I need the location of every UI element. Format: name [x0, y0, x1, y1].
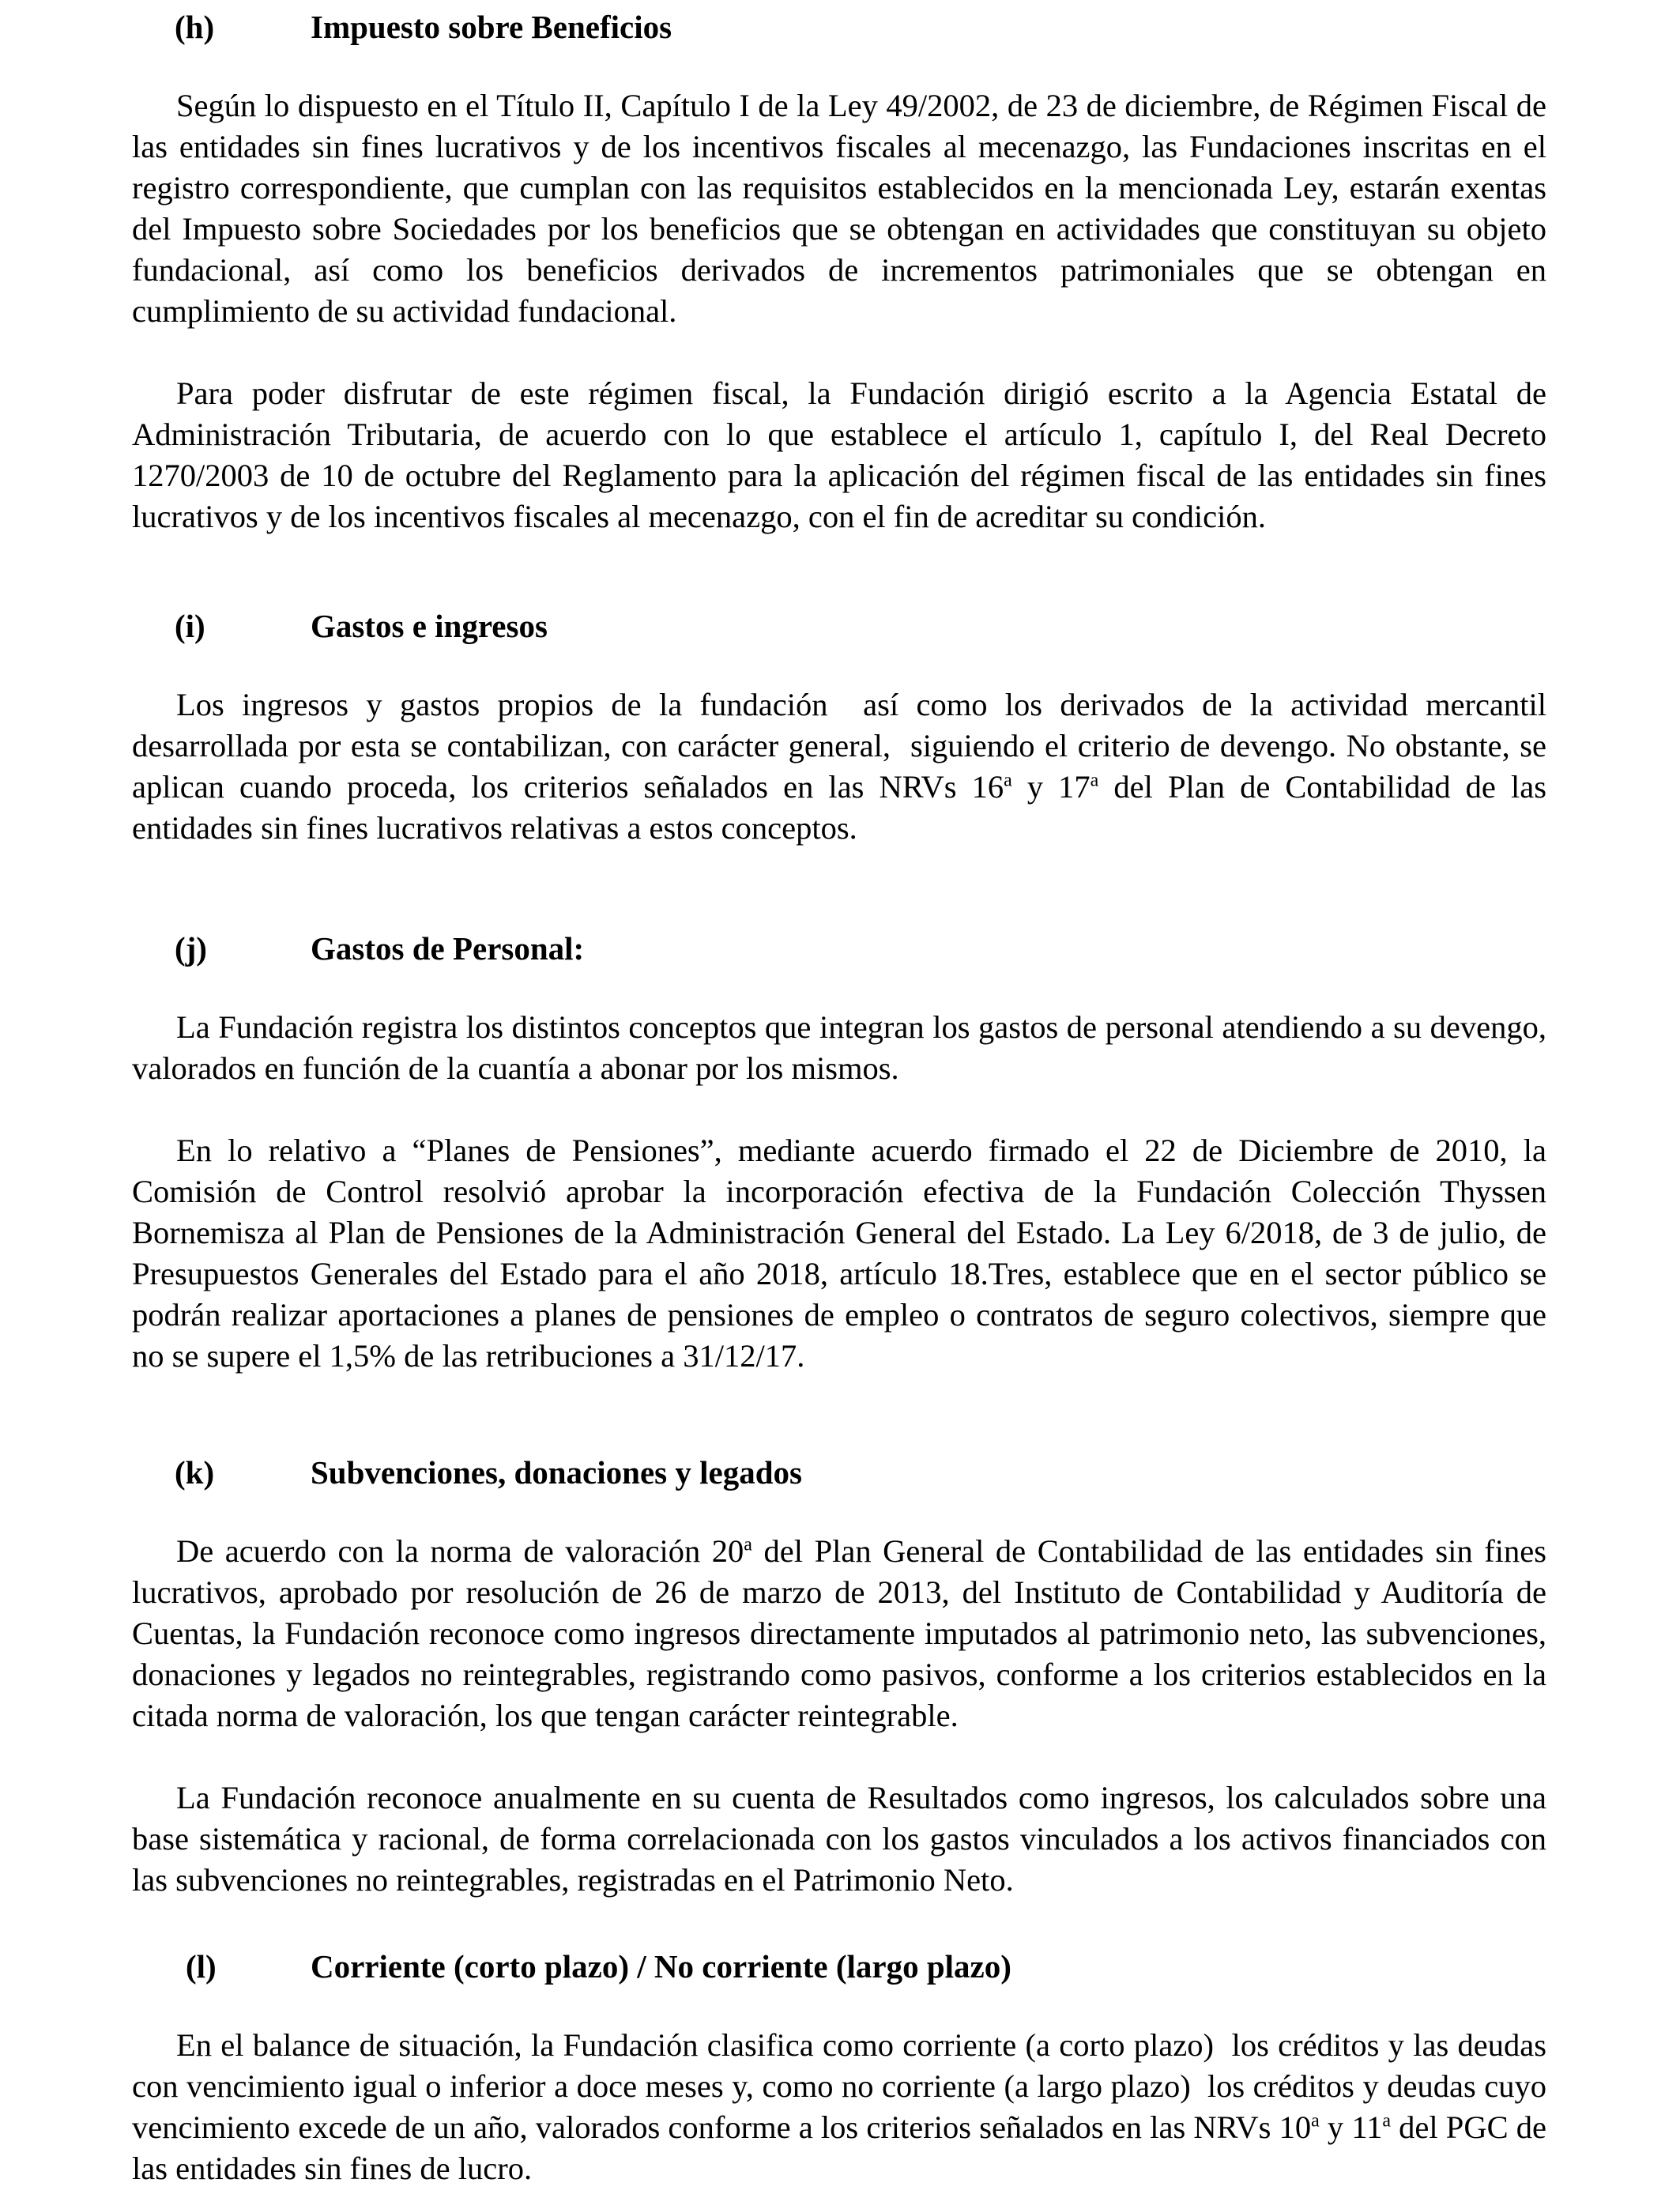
section-heading — [132, 599, 1546, 653]
paragraph — [132, 684, 1546, 849]
section-title: Gastos e ingresos — [311, 608, 548, 644]
paragraph-text: En el balance de situación, la Fundación clasifica como corriente (a corto plazo) los créditos y las deudas con vencimiento igual o inferior a doce meses y, como no corriente (a largo plazo) los créditos y deudas cuyo vencimiento excede de un año, valorados conforme a los criterios señalados en las NRVs 10$^a$ y 11$^a$ del PGC de las entidades sin fines de lucro. — [132, 2027, 1546, 2186]
paragraph — [132, 1531, 1546, 1736]
paragraph: La Fundación registra los distintos conceptos que integran los gastos de personal atendiendo a su devengo, valorados en función de la cuantía a abonar por los mismos. — [132, 1009, 1546, 1086]
paragraph: Según lo dispuesto en el Título II, Capítulo I de la Ley 49/2002, de 23 de diciembre, de Régimen Fiscal de las entidades sin fines lucrativos y de los incentivos fiscales al mecenazgo, las Fundaciones inscritas en el registro correspondiente, que cumplan con las requisitos establecidos en la mencionada Ley, estarán exentas del Impuesto sobre Sociedades por los beneficios que se obtengan en actividades que constituyan su objeto fundacional, así como los beneficios derivados de incrementos patrimoniales que se obtengan en cumplimiento de su actividad fundacional. — [132, 88, 1546, 329]
section-label: (l) — [186, 1948, 217, 1985]
section-label: (j) — [175, 930, 207, 967]
section-label: (k) — [175, 1454, 215, 1491]
section-heading — [132, 1446, 1546, 1499]
section-l — [132, 1940, 1546, 2189]
section-title: Impuesto sobre Beneficios — [311, 9, 672, 45]
section-label: (i) — [175, 608, 205, 644]
paragraph: La Fundación reconoce anualmente en su cuenta de Resultados como ingresos, los calculados sobre una base sistemática y racional, de forma correlacionada con los gastos vinculados a los activos financiados con las subvenciones no reintegrables, registradas en el Patrimonio Neto. — [132, 1780, 1546, 1898]
section-i — [132, 599, 1546, 849]
section-heading — [132, 1940, 1546, 1993]
paragraph-text: De acuerdo con la norma de valoración 20$^a$ del Plan General de Contabilidad de las entidades sin fines lucrativos, aprobado por resolución de 26 de marzo de 2013, del Instituto de Contabilidad y Auditoría de Cuentas, la Fundación reconoce como ingresos directamente imputados al patrimonio neto, las subvenciones, donaciones y legados no reintegrables, registrando como pasivos, conforme a los criterios establecidos en la citada norma de valoración, los que tengan carácter reintegrable. — [132, 1533, 1546, 1733]
paragraph: Para poder disfrutar de este régimen fiscal, la Fundación dirigió escrito a la Agencia Estatal de Administración Tributaria, de acuerdo con lo que establece el artículo 1, capítulo I, del Real Decreto 1270/2003 de 10 de octubre del Reglamento para la aplicación del régimen fiscal de las entidades sin fines lucrativos y de los incentivos fiscales al mecenazgo, con el fin de acreditar su condición. — [132, 375, 1546, 534]
section-title: Gastos de Personal: — [311, 930, 585, 967]
section-heading — [132, 0, 1546, 54]
section-heading — [132, 922, 1546, 975]
section-label: (h) — [175, 9, 215, 45]
paragraph-text: Los ingresos y gastos propios de la fundación así como los derivados de la actividad mercantil desarrollada por esta se contabilizan, con carácter general, siguiendo el criterio de devengo. No obstante, se aplican cuando proceda, los criterios señalados en las NRVs 16$^a$ y 17$^a$ del Plan de Contabilidad de las entidades sin fines lucrativos relativas a estos conceptos. — [132, 687, 1546, 846]
section-h — [132, 0, 1546, 537]
paragraph: En lo relativo a “Planes de Pensiones”, mediante acuerdo firmado el 22 de Diciembre de 2010, la Comisión de Control resolvió aprobar la incorporación efectiva de la Fundación Colección Thyssen Bornemisza al Plan de Pensiones de la Administración General del Estado. La Ley 6/2018, de 3 de julio, de Presupuestos Generales del Estado para el año 2018, artículo 18.Tres, establece que en el sector público se podrán realizar aportaciones a planes de pensiones de empleo o contratos de seguro colectivos, siempre que no se supere el 1,5% de las retribuciones a 31/12/17. — [132, 1133, 1546, 1374]
section-j — [132, 922, 1546, 1377]
paragraph — [132, 2025, 1546, 2189]
section-title: Corriente (corto plazo) / No corriente (largo plazo) — [311, 1948, 1011, 1985]
section-title: Subvenciones, donaciones y legados — [311, 1454, 802, 1491]
section-k — [132, 1446, 1546, 1901]
